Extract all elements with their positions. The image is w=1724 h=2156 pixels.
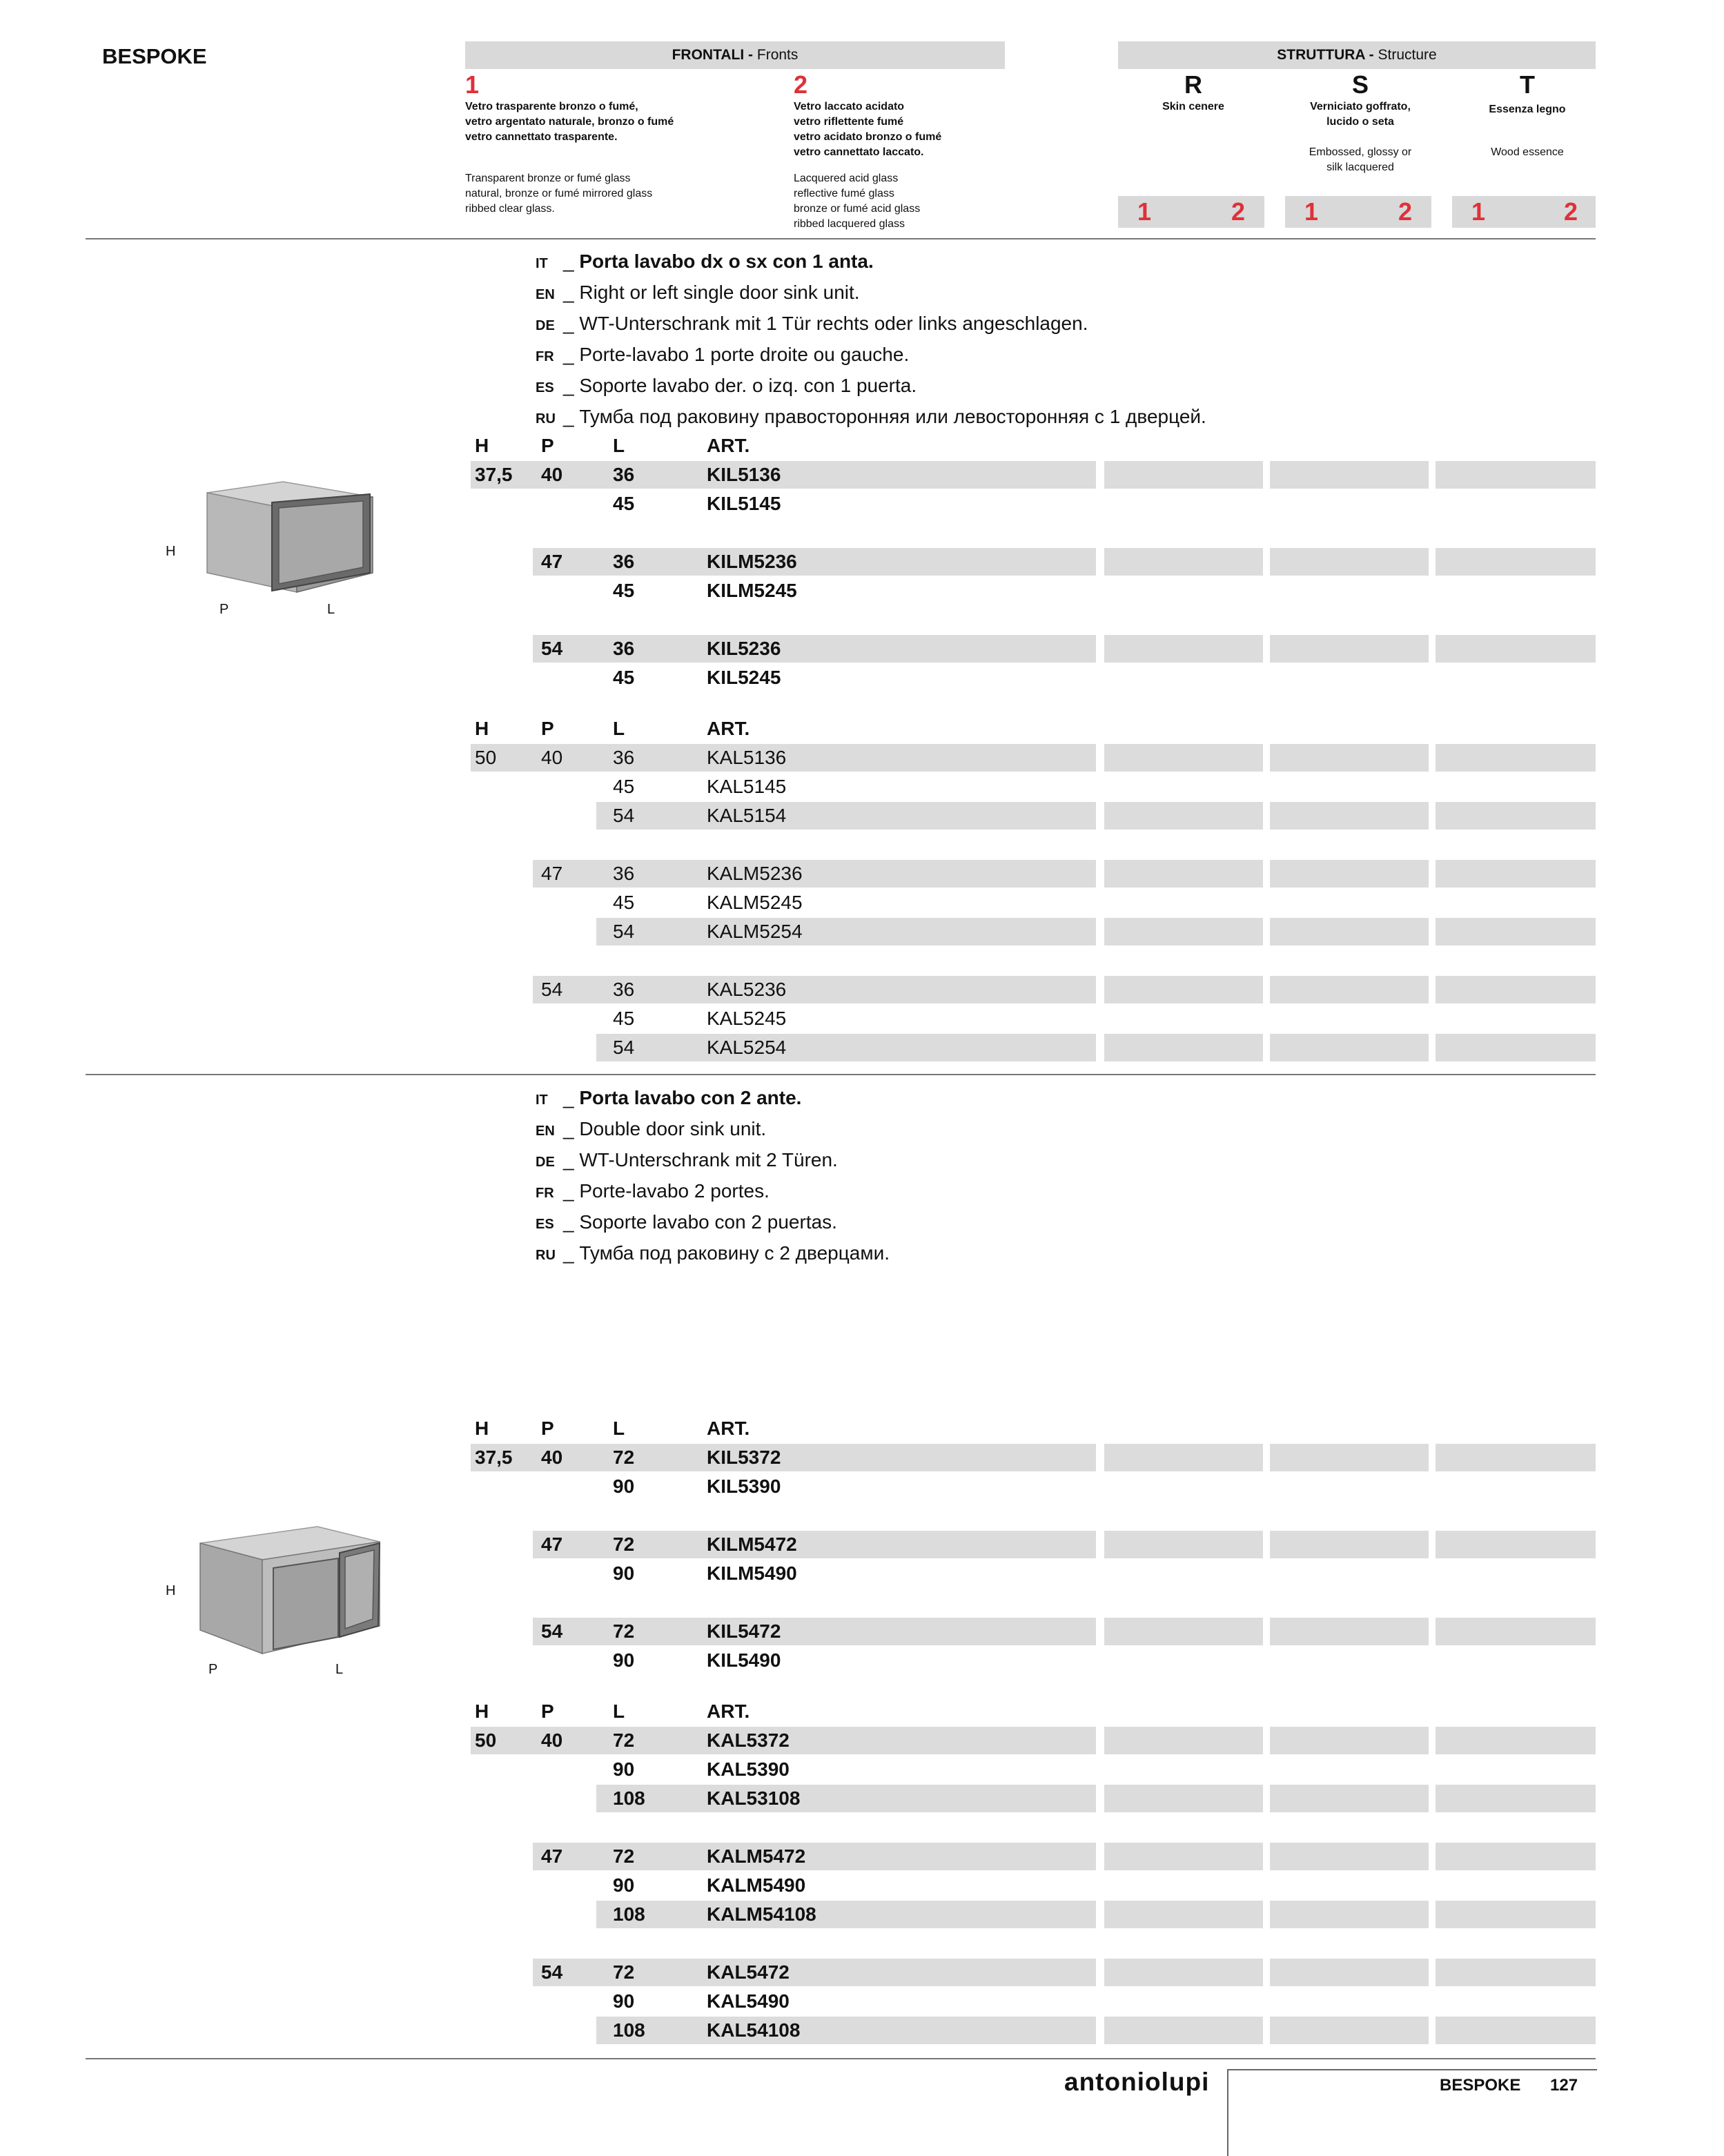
cell-article-code: KIL5145 <box>707 493 781 514</box>
finish-cell <box>1270 1785 1429 1812</box>
cell-l: 36 <box>613 638 635 659</box>
cell-l: 90 <box>613 1758 635 1780</box>
finish-cell <box>1436 1444 1596 1471</box>
cell-l: 54 <box>613 805 635 826</box>
finish-cell <box>1270 1901 1429 1928</box>
front-1-en: Transparent bronze or fumé glass natural, bronze or fumé mirrored glass ribbed clear glass. <box>465 173 653 215</box>
single-door-unit-illustration <box>200 476 380 600</box>
cell-p: 40 <box>541 464 563 485</box>
section-title: BESPOKE <box>102 44 207 68</box>
cell-article-code: KILM5490 <box>707 1562 797 1584</box>
row-band <box>596 1901 1096 1928</box>
cell-article-code: KALM5236 <box>707 863 803 884</box>
cell-h: 50 <box>475 747 497 768</box>
cell-article-code: KAL5254 <box>707 1037 787 1058</box>
struct-t-it: Essenza legno <box>1489 104 1566 115</box>
cell-article-code: KILM5236 <box>707 551 797 572</box>
struct-s-letter: S <box>1351 70 1369 99</box>
product-2-description: IT _ Porta lavabo con 2 ante. EN _ Double door sink unit. DE _ WT-Unterschrank mit 2 Türen. FR _ Porte-lavabo 2 portes. ES _ Soporte lavabo con 2 puertas. RU _ Тумба под раковину с 2 дверцами. <box>536 1087 890 1264</box>
cell-l: 72 <box>613 1961 635 1983</box>
front-1-number: 1 <box>465 70 480 99</box>
table-header-l: L <box>613 1701 625 1722</box>
finish-cell <box>1270 744 1429 772</box>
cell-p: 40 <box>541 1447 563 1468</box>
finish-cell <box>1104 1901 1263 1928</box>
cell-article-code: KIL5390 <box>707 1476 781 1497</box>
finish-cell <box>1104 1034 1263 1061</box>
cell-p: 47 <box>541 551 563 572</box>
cell-article-code: KAL5390 <box>707 1758 790 1780</box>
finish-cell <box>1104 1843 1263 1870</box>
table-header-h: H <box>475 1418 489 1439</box>
cell-l: 45 <box>613 667 635 688</box>
cell-p: 54 <box>541 1961 563 1983</box>
cell-l: 36 <box>613 979 635 1000</box>
frontali-subtitle: Fronts <box>756 47 799 63</box>
cell-article-code: KAL5154 <box>707 805 787 826</box>
finish-cell <box>1270 918 1429 945</box>
cell-article-code: KAL5236 <box>707 979 787 1000</box>
finish-cell <box>1104 918 1263 945</box>
table-header-art: ART. <box>707 1418 750 1439</box>
table-header-art: ART. <box>707 718 750 739</box>
row-band <box>596 918 1096 945</box>
cell-l: 72 <box>613 1620 635 1642</box>
cell-h: 37,5 <box>475 1447 513 1468</box>
cell-l: 90 <box>613 1476 635 1497</box>
struct-r-letter: R <box>1184 70 1202 99</box>
table-header-p: P <box>541 1701 554 1722</box>
finish-cell <box>1270 548 1429 576</box>
table-header-h: H <box>475 718 489 739</box>
cell-p: 40 <box>541 747 563 768</box>
divider-top <box>86 238 1596 239</box>
frontali-header <box>465 41 1005 69</box>
finish-cell <box>1436 548 1596 576</box>
table-header-p: P <box>541 718 554 739</box>
finish-cell <box>1270 461 1429 489</box>
finish-cell <box>1104 1959 1263 1986</box>
finish-cell <box>1104 976 1263 1003</box>
cell-p: 47 <box>541 1533 563 1555</box>
finish-cell <box>1436 802 1596 830</box>
divider-middle <box>86 1074 1596 1075</box>
finish-cell <box>1436 635 1596 663</box>
finish-cell <box>1104 1531 1263 1558</box>
cell-l: 90 <box>613 1649 635 1671</box>
cell-article-code: KALM5490 <box>707 1874 806 1896</box>
finish-cell <box>1436 860 1596 888</box>
table-header-l: L <box>613 1418 625 1439</box>
front-2-it: Vetro laccato acidato vetro riflettente fumé vetro acidato bronzo o fumé vetro cannettato laccato. <box>794 101 942 158</box>
cell-l: 45 <box>613 776 635 797</box>
finish-cell <box>1104 802 1263 830</box>
front-1-it: Vetro trasparente bronzo o fumé, vetro argentato naturale, bronzo o fumé vetro cannettato trasparente. <box>465 101 674 143</box>
table-header-p: P <box>541 1418 554 1439</box>
cell-p: 54 <box>541 638 563 659</box>
dim-p-label-2: P <box>208 1662 218 1677</box>
finish-cell <box>1270 1444 1429 1471</box>
finish-cell <box>1436 1901 1596 1928</box>
finish-cell <box>1436 1727 1596 1754</box>
cell-l: 36 <box>613 747 635 768</box>
struct-t-letter: T <box>1520 70 1535 99</box>
cell-h: 37,5 <box>475 464 513 485</box>
cell-article-code: KIL5372 <box>707 1447 781 1468</box>
finish-cell <box>1104 1785 1263 1812</box>
cell-l: 72 <box>613 1729 635 1751</box>
cell-l: 36 <box>613 863 635 884</box>
cell-p: 47 <box>541 1845 563 1867</box>
cell-p: 54 <box>541 1620 563 1642</box>
cell-article-code: KIL5245 <box>707 667 781 688</box>
finish-cell <box>1436 461 1596 489</box>
struct-r-it: Skin cenere <box>1162 101 1224 112</box>
cell-article-code: KAL5136 <box>707 747 787 768</box>
finish-cell <box>1270 802 1429 830</box>
dim-h-label: H <box>166 544 176 559</box>
cell-l: 108 <box>613 1903 645 1925</box>
finish-cell <box>1436 2017 1596 2044</box>
finish-cell <box>1436 744 1596 772</box>
cell-l: 45 <box>613 1008 635 1029</box>
cell-article-code: KILM5245 <box>707 580 797 601</box>
cell-article-code: KIL5136 <box>707 464 781 485</box>
col-r-1: 1 <box>1137 197 1152 226</box>
cell-l: 108 <box>613 1787 645 1809</box>
finish-cell <box>1436 1959 1596 1986</box>
frontali-title: FRONTALI - <box>672 47 754 63</box>
cell-l: 90 <box>613 1562 635 1584</box>
double-door-unit-illustration <box>193 1522 386 1660</box>
cell-article-code: KALM54108 <box>707 1903 816 1925</box>
finish-cell <box>1270 976 1429 1003</box>
finish-cell <box>1104 1618 1263 1645</box>
product-1-description: IT _ Porta lavabo dx o sx con 1 anta. EN _ Right or left single door sink unit. DE _ WT-Unterschrank mit 1 Tür rechts oder links angeschlagen. FR _ Porte-lavabo 1 porte droite ou gauche. ES _ Soporte lavabo der. o izq. con 1 puerta. RU _ Тумба под раковину правосторонняя или левосторонняя с 1 дверцей. <box>536 251 1206 427</box>
table-header-l: L <box>613 435 625 456</box>
cell-h: 50 <box>475 1729 497 1751</box>
struct-s-it: Verniciato goffrato, lucido o seta <box>1310 101 1411 128</box>
cell-p: 40 <box>541 1729 563 1751</box>
struttura-header <box>1118 41 1596 69</box>
footer-box <box>1227 2069 1597 2156</box>
footer-section: BESPOKE <box>1440 2076 1521 2095</box>
cell-p: 54 <box>541 979 563 1000</box>
cell-l: 90 <box>613 1874 635 1896</box>
struct-s-en: Embossed, glossy or silk lacquered <box>1309 146 1412 173</box>
brand-logo: antoniolupi <box>1064 2068 1210 2096</box>
col-s-1: 1 <box>1304 197 1319 226</box>
cell-l: 36 <box>613 551 635 572</box>
cell-article-code: KAL53108 <box>707 1787 801 1809</box>
cell-p: 47 <box>541 863 563 884</box>
finish-cell <box>1436 1843 1596 1870</box>
finish-cell <box>1104 548 1263 576</box>
finish-cell <box>1270 1727 1429 1754</box>
cell-article-code: KAL5372 <box>707 1729 790 1751</box>
finish-cell <box>1436 1034 1596 1061</box>
finish-cell <box>1104 1727 1263 1754</box>
col-r-2: 2 <box>1231 197 1246 226</box>
col-s-2: 2 <box>1398 197 1413 226</box>
cell-l: 36 <box>613 464 635 485</box>
cell-article-code: KIL5490 <box>707 1649 781 1671</box>
cell-article-code: KAL5245 <box>707 1008 787 1029</box>
footer-page-number: 127 <box>1550 2076 1578 2095</box>
finish-cell <box>1270 635 1429 663</box>
divider-bottom <box>86 2058 1596 2059</box>
cell-article-code: KAL5472 <box>707 1961 790 1983</box>
row-band <box>471 461 1096 489</box>
finish-cell <box>1104 860 1263 888</box>
front-2-en: Lacquered acid glass reflective fumé glass bronze or fumé acid glass ribbed lacquered glass <box>794 173 921 230</box>
cell-l: 72 <box>613 1533 635 1555</box>
table-header-art: ART. <box>707 1701 750 1722</box>
cell-article-code: KIL5236 <box>707 638 781 659</box>
finish-cell <box>1104 461 1263 489</box>
cell-article-code: KALM5472 <box>707 1845 806 1867</box>
cell-l: 72 <box>613 1845 635 1867</box>
cell-article-code: KAL5145 <box>707 776 787 797</box>
row-band <box>596 1034 1096 1061</box>
finish-cell <box>1436 918 1596 945</box>
finish-cell <box>1270 860 1429 888</box>
table-header-h: H <box>475 435 489 456</box>
struct-t-en: Wood essence <box>1491 146 1564 158</box>
finish-cell <box>1104 1444 1263 1471</box>
finish-cell <box>1436 1785 1596 1812</box>
struttura-subtitle: Structure <box>1378 47 1437 63</box>
table-header-p: P <box>541 435 554 456</box>
dim-h-label-2: H <box>166 1583 176 1598</box>
cell-l: 90 <box>613 1990 635 2012</box>
cell-article-code: KAL54108 <box>707 2019 801 2041</box>
cell-article-code: KALM5245 <box>707 892 803 913</box>
dim-p-label: P <box>219 602 229 617</box>
cell-l: 108 <box>613 2019 645 2041</box>
table-header-l: L <box>613 718 625 739</box>
dim-l-label-2: L <box>335 1662 344 1677</box>
finish-cell <box>1104 744 1263 772</box>
cell-article-code: KALM5254 <box>707 921 803 942</box>
cell-l: 54 <box>613 921 635 942</box>
cell-article-code: KAL5490 <box>707 1990 790 2012</box>
row-band <box>596 802 1096 830</box>
finish-cell <box>1270 1531 1429 1558</box>
finish-cell <box>1436 976 1596 1003</box>
row-band <box>596 2017 1096 2044</box>
cell-l: 54 <box>613 1037 635 1058</box>
front-2-number: 2 <box>794 70 808 99</box>
table-header-art: ART. <box>707 435 750 456</box>
finish-cell <box>1436 1618 1596 1645</box>
row-band <box>596 1785 1096 1812</box>
col-t-1: 1 <box>1471 197 1486 226</box>
cell-l: 45 <box>613 493 635 514</box>
table-header-h: H <box>475 1701 489 1722</box>
finish-cell <box>1270 1959 1429 1986</box>
cell-l: 72 <box>613 1447 635 1468</box>
cell-l: 45 <box>613 892 635 913</box>
dim-l-label: L <box>327 602 335 617</box>
col-t-2: 2 <box>1564 197 1578 226</box>
cell-article-code: KIL5472 <box>707 1620 781 1642</box>
finish-cell <box>1270 1618 1429 1645</box>
cell-article-code: KILM5472 <box>707 1533 797 1555</box>
finish-cell <box>1436 1531 1596 1558</box>
row-band <box>471 1444 1096 1471</box>
finish-cell <box>1104 2017 1263 2044</box>
finish-cell <box>1270 1843 1429 1870</box>
finish-cell <box>1270 1034 1429 1061</box>
cell-l: 45 <box>613 580 635 601</box>
struttura-title: STRUTTURA - <box>1277 47 1374 63</box>
finish-cell <box>1104 635 1263 663</box>
finish-cell <box>1270 2017 1429 2044</box>
